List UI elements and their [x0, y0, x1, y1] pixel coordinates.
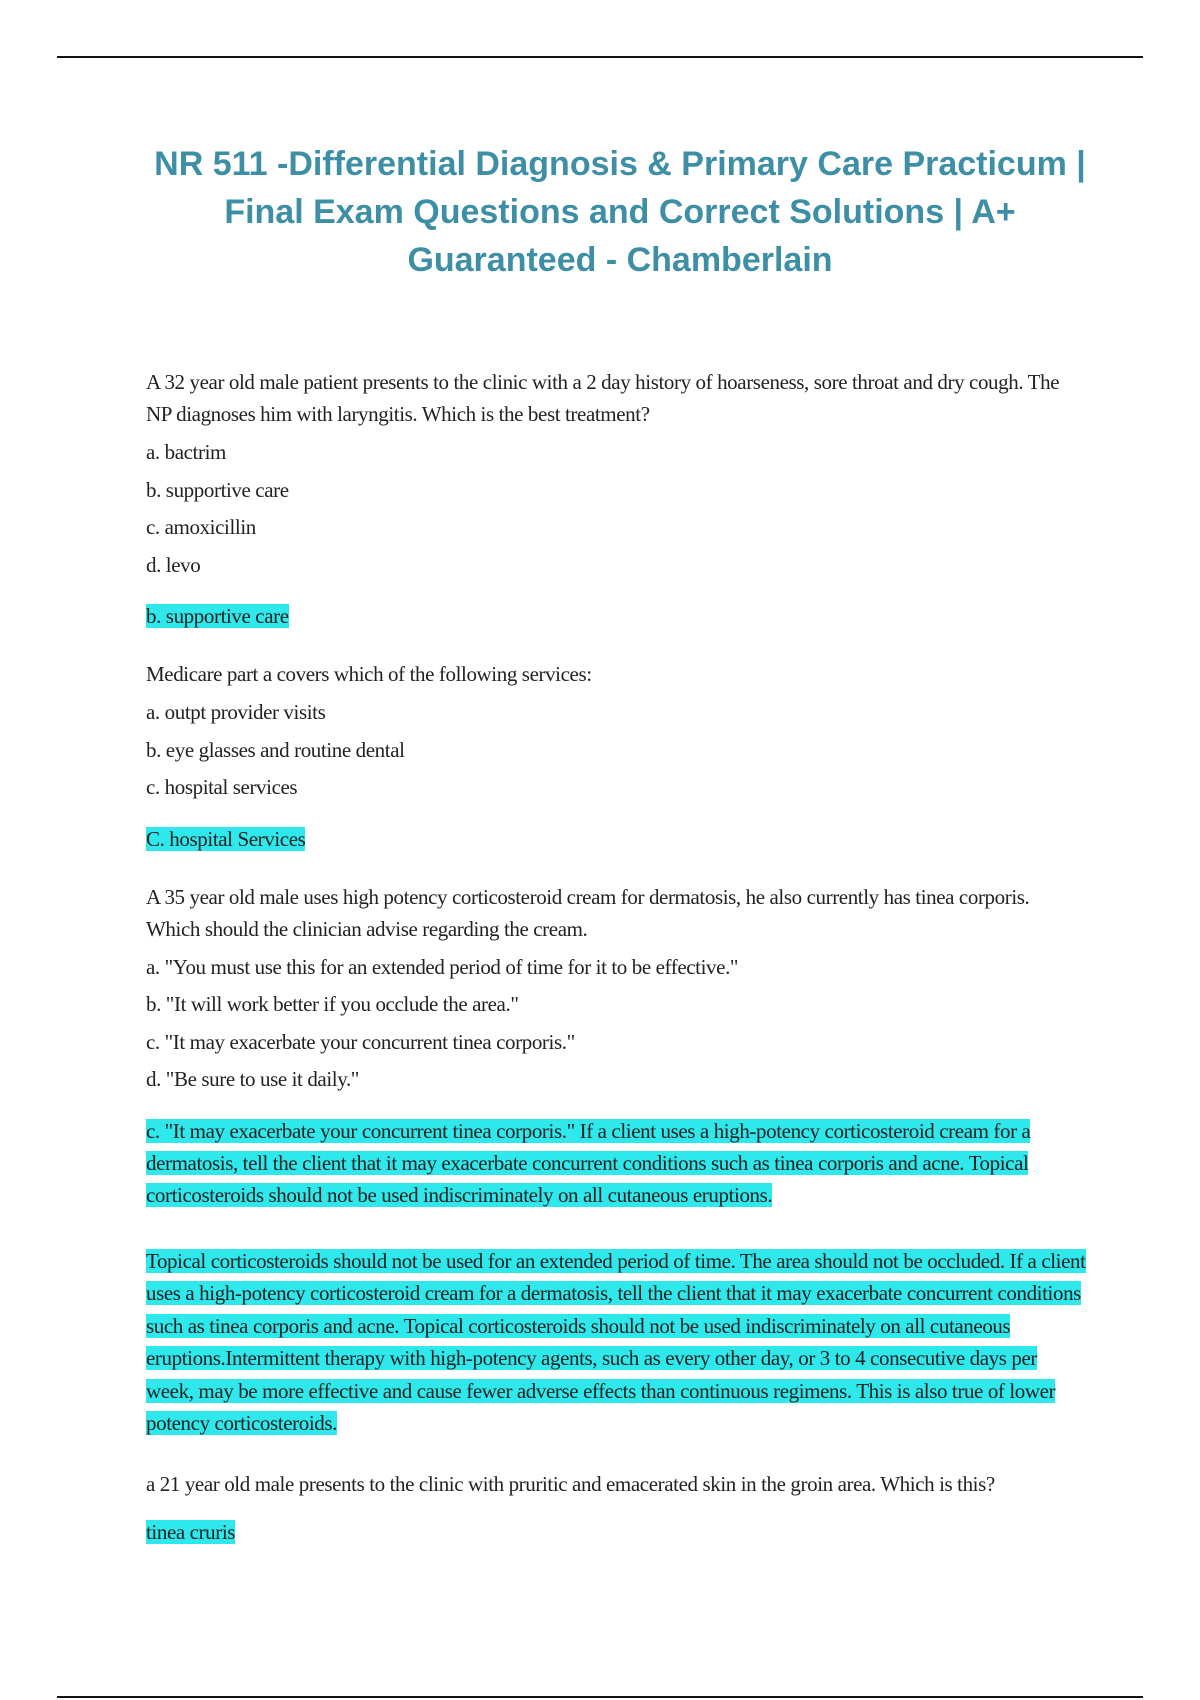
question-3-explanation-text: Topical corticosteroids should not be used for an extended period of time. The area should not be occluded. If a client uses a high-potency corticosteroid cream for a dermatosis, tell the client that it may exacerbate concurrent conditions such as tinea corporis and acne. Topical corticosteroids should not be used indiscriminately on all cutaneous eruptions.Intermittent therapy with high-potency agents, such as every other day, or 3 to 4 consecutive days per week, may be more effective and cause fewer adverse effects than continuous regimens. This is also true of lower potency corticosteroids. — [146, 1248, 1086, 1435]
question-1-option-d: d. levo — [146, 552, 201, 577]
question-block-3 — [146, 881, 1086, 1440]
question-3-option-a: a. "You must use this for an extended period of time for it to be effective." — [146, 954, 739, 979]
question-3-option-d: d. "Be sure to use it daily." — [146, 1067, 359, 1091]
question-2-answer — [146, 823, 1086, 855]
title-line-2: Final Exam Questions and Correct Solutions | A+ — [224, 193, 1016, 231]
question-2-options — [146, 694, 1086, 807]
question-3-answer-text: c. "It may exacerbate your concurrent tinea corporis." If a client uses a high-potency corticosteroid cream for a dermatosis, tell the client that it may exacerbate concurrent conditions such as tinea corporis and acne. Topical corticosteroids should not be used indiscriminately on all cutaneous eruptions. — [146, 1118, 1031, 1207]
document-body — [146, 366, 1086, 1574]
question-1-stem: A 32 year old male patient presents to the clinic with a 2 day history of hoarseness, sore throat and dry cough. The NP diagnoses him with laryngitis. Which is the best treatment? — [146, 370, 1060, 426]
question-4-stem: a 21 year old male presents to the clinic with pruritic and emacerated skin in the groin area. Which is this? — [146, 1471, 995, 1496]
question-1-option-a: a. bactrim — [146, 440, 226, 464]
bottom-rule — [57, 1696, 1143, 1698]
question-1-option-c: c. amoxicillin — [146, 515, 256, 539]
question-1-answer — [146, 600, 1086, 632]
question-1-options — [146, 434, 1086, 584]
question-1-option-b: b. supportive care — [146, 477, 289, 502]
title-line-1: NR 511 -Differential Diagnosis & Primary Care Practicum | — [154, 145, 1086, 183]
question-3-options — [146, 949, 1086, 1099]
title-line-3: Guaranteed - Chamberlain — [407, 241, 833, 279]
question-2-stem: Medicare part a covers which of the following services: — [146, 662, 592, 686]
question-3-explanation — [146, 1245, 1086, 1440]
question-block-1 — [146, 366, 1086, 632]
question-3-option-c: c. "It may exacerbate your concurrent tinea corporis." — [146, 1029, 575, 1054]
top-rule — [57, 56, 1143, 58]
question-block-4 — [146, 1468, 1086, 1548]
question-3-option-b: b. "It will work better if you occlude the area." — [146, 992, 519, 1016]
question-1-answer-text: b. supportive care — [146, 604, 289, 628]
question-4-answer-text: tinea cruris — [146, 1519, 236, 1544]
question-2-option-b: b. eye glasses and routine dental — [146, 737, 405, 762]
question-2-option-a: a. outpt provider visits — [146, 700, 326, 724]
question-2-option-c: c. hospital services — [146, 775, 298, 799]
question-4-answer — [146, 1516, 1086, 1548]
question-3-stem: A 35 year old male uses high potency corticosteroid cream for dermatosis, he also currently has tinea corporis. Which should the clinician advise regarding the cream. — [146, 884, 1030, 941]
document-title — [120, 140, 1120, 284]
question-2-answer-text: C. hospital Services — [146, 826, 306, 851]
question-block-2 — [146, 658, 1086, 855]
question-3-answer — [146, 1115, 1086, 1211]
